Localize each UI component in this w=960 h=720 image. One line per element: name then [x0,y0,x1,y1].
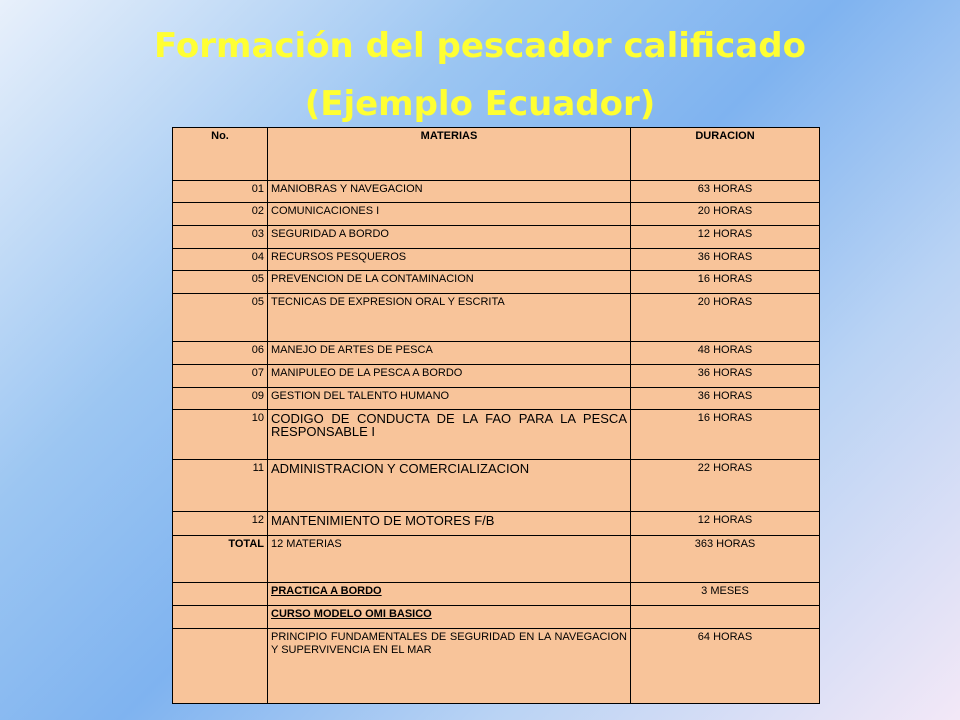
row-duracion: 22 HORAS [631,460,820,512]
extra-row [173,629,820,704]
row-duracion: 12 HORAS [631,226,820,249]
row-duracion: 63 HORAS [631,181,820,203]
table-row [173,388,820,410]
table-row [173,226,820,249]
extra-materia: PRINCIPIO FUNDAMENTALES DE SEGURIDAD EN LA NAVEGACION Y SUPERVIVENCIA EN EL MAR [268,629,631,704]
row-materia: COMUNICACIONES I [268,203,631,226]
slide-title-line-2: (Ejemplo Ecuador) [304,84,656,124]
row-duracion: 20 HORAS [631,294,820,342]
row-no: 05 [173,294,268,342]
table-row [173,249,820,271]
extra-materia: PRACTICA A BORDO [268,583,631,606]
extra-no [173,583,268,606]
row-materia: TECNICAS DE EXPRESION ORAL Y ESCRITA [268,294,631,342]
courses-table [172,127,820,704]
row-no: 10 [173,410,268,460]
row-materia: ADMINISTRACION Y COMERCIALIZACION [268,460,631,512]
row-no: 12 [173,512,268,536]
table-row [173,410,820,460]
total-row [173,536,820,583]
row-materia: MANIOBRAS Y NAVEGACION [268,181,631,203]
row-duracion: 36 HORAS [631,365,820,388]
row-no: 04 [173,249,268,271]
extra-duracion: 3 MESES [631,583,820,606]
slide-title-line-1: Formación del pescador calificado [154,26,806,66]
row-duracion: 36 HORAS [631,388,820,410]
header-duracion: DURACION [631,128,820,181]
row-materia: MANIPULEO DE LA PESCA A BORDO [268,365,631,388]
row-no: 05 [173,271,268,294]
row-materia: GESTION DEL TALENTO HUMANO [268,388,631,410]
table-row [173,460,820,512]
table-header-row [173,128,820,181]
total-label: TOTAL [173,536,268,583]
header-no: No. [173,128,268,181]
row-duracion: 16 HORAS [631,271,820,294]
row-duracion: 48 HORAS [631,342,820,365]
row-materia: MANTENIMIENTO DE MOTORES F/B [268,512,631,536]
extra-row [173,583,820,606]
row-duracion: 12 HORAS [631,512,820,536]
table-row [173,365,820,388]
total-duracion: 363 HORAS [631,536,820,583]
header-materias: MATERIAS [268,128,631,181]
extra-duracion: 64 HORAS [631,629,820,704]
extra-no [173,606,268,629]
row-no: 11 [173,460,268,512]
row-duracion: 16 HORAS [631,410,820,460]
row-materia: RECURSOS PESQUEROS [268,249,631,271]
row-no: 03 [173,226,268,249]
table-row [173,512,820,536]
table-row [173,181,820,203]
row-materia: MANEJO DE ARTES DE PESCA [268,342,631,365]
table-row [173,342,820,365]
row-materia: CODIGO DE CONDUCTA DE LA FAO PARA LA PESCA RESPONSABLE I [268,410,631,460]
extra-materia: CURSO MODELO OMI BASICO [268,606,631,629]
table-row [173,271,820,294]
row-no: 06 [173,342,268,365]
extra-duracion [631,606,820,629]
row-no: 07 [173,365,268,388]
row-materia: SEGURIDAD A BORDO [268,226,631,249]
row-no: 02 [173,203,268,226]
row-duracion: 20 HORAS [631,203,820,226]
row-no: 01 [173,181,268,203]
row-no: 09 [173,388,268,410]
extra-row [173,606,820,629]
row-materia: PREVENCION DE LA CONTAMINACION [268,271,631,294]
extra-no [173,629,268,704]
table-row [173,203,820,226]
row-duracion: 36 HORAS [631,249,820,271]
table-row [173,294,820,342]
total-materias: 12 MATERIAS [268,536,631,583]
